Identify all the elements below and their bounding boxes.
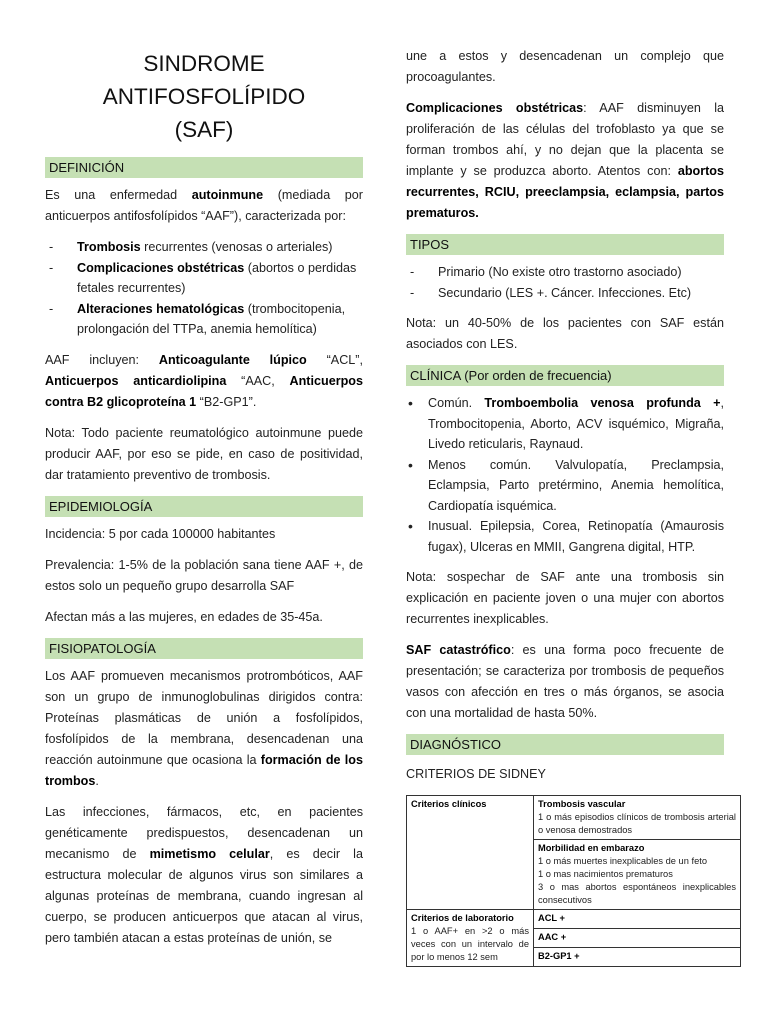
saf-catastrofico: SAF catastrófico: es una forma poco frecuente de presentación; se caracteriza por trombosis de pequeños vasos con afección en tres o más órganos, se asocia con una mortalidad de hasta 50%.: [406, 643, 725, 720]
list-item: • Común. Tromboembolia venosa profunda +, Trombocitopenia, Aborto, ACV isquémico, Migraña, Livedo reticularis, Raynaud.: [406, 393, 724, 455]
list-item: - Trombosis recurrentes (venosas o arteriales): [45, 237, 363, 258]
clinica-header: CLÍNICA (Por orden de frecuencia): [406, 365, 724, 386]
criterios-sidney: CRITERIOS DE SIDNEY: [406, 767, 546, 781]
table-cell: Criterios de laboratorio 1 o AAF+ en >2 o más veces con un intervalo de por lo menos 12 sem: [407, 910, 534, 967]
table-cell: Trombosis vascular 1 o más episodios clínicos de trombosis arterial o venosa demostrados: [534, 796, 741, 840]
fisiopatologia-header: FISIOPATOLOGÍA: [45, 638, 363, 659]
clinica-nota: Nota: sospechar de SAF ante una trombosis sin explicación en paciente joven o una mujer con abortos recurrentes inexplicables.: [406, 570, 724, 626]
afectan-text: Afectan más a las mujeres, en edades de 35-45a.: [45, 609, 323, 624]
table-row: [407, 910, 741, 929]
clinica-list: [406, 393, 724, 557]
tipos-list: [406, 262, 724, 303]
fisiopatologia-p2: Las infecciones, fármacos, etc, en pacientes genéticamente predispuestos, desencadenan un mecanismo de mimetismo celular, es decir la estructura molecular de algunos virus son similares a algunas proteínas de membrana, cuando ingresan al cuerpo, se producen anticuerpos que atacan al virus, pero también atacan a estas proteínas de unión, se: [45, 804, 363, 945]
list-item: • Inusual. Epilepsia, Corea, Retinopatía (Amaurosis fugax), Ulceras en MMII, Gangrena digital, HTP.: [406, 516, 724, 557]
list-item: • Menos común. Valvulopatía, Preclampsia, Eclampsia, Parto pretérmino, Anemia hemolítica, Cardiopatía isquémica.: [406, 455, 724, 517]
table-cell: Morbilidad en embarazo 1 o más muertes inexplicables de un feto 1 o mas nacimientos prematuros 3 o mas abortos espontáneos inexplicables consecutivos: [534, 840, 741, 910]
diagnostico-header: DIAGNÓSTICO: [406, 734, 724, 755]
fisiopatologia-cont: une a estos y desencadenan un complejo que procoagulantes.: [406, 49, 724, 84]
list-item: - Alteraciones hematológicas (trombocitopenia, prolongación del TTPa, anemia hemolítica): [45, 299, 363, 340]
incidencia-text: Incidencia: 5 por cada 100000 habitantes: [45, 526, 276, 541]
definicion-header: DEFINICIÓN: [45, 157, 363, 178]
document-title: [45, 47, 363, 146]
criteria-table: [406, 795, 741, 967]
list-item: - Secundario (LES +. Cáncer. Infecciones. Etc): [406, 283, 724, 304]
aaf-incluyen: AAF incluyen: Anticoagulante lúpico “ACL”, Anticuerpos anticardiolipina “AAC, Anticuerpos contra B2 glicoproteína 1 “B2-GP1”.: [45, 352, 363, 409]
tipos-nota: Nota: un 40-50% de los pacientes con SAF están asociados con LES.: [406, 316, 724, 351]
prevalencia-text: Prevalencia: 1-5% de la población sana tiene AAF +, de estos solo un pequeño grupo desarrolla SAF: [45, 557, 363, 593]
definicion-nota: Nota: Todo paciente reumatológico autoinmune puede producir AAF, por eso se pide, en caso de positividad, dar tratamiento preventivo de trombosis.: [45, 425, 363, 482]
list-item: - Primario (No existe otro trastorno asociado): [406, 262, 724, 283]
table-cell: AAC +: [534, 929, 741, 948]
right-column: [406, 0, 736, 967]
table-cell: B2-GP1 +: [534, 948, 741, 967]
table-cell: ACL +: [534, 910, 741, 929]
definicion-list: [45, 237, 363, 340]
definicion-intro: Es una enfermedad autoinmune (mediada por anticuerpos antifosfolípidos “AAF”), caracterizada por:: [45, 188, 363, 223]
title-line-1: SINDROME ANTIFOSFOLÍPIDO: [102, 51, 306, 109]
title-line-2: (SAF): [174, 117, 234, 142]
left-column: [45, 0, 363, 949]
epidemiologia-header: EPIDEMIOLOGÍA: [45, 496, 363, 517]
list-item: - Complicaciones obstétricas (abortos o perdidas fetales recurrentes): [45, 258, 363, 299]
complicaciones-obstetricas: Complicaciones obstétricas: AAF disminuyen la proliferación de las células del trofoblasto ya que se forman trombos ahí, y no dejan que la placenta se implante y se produzca aborto. Atentos con: abortos recurrentes, RCIU, preeclampsia, eclampsia, partos prematuros.: [406, 101, 725, 220]
tipos-header: TIPOS: [406, 234, 724, 255]
fisiopatologia-p1: Los AAF promueven mecanismos protrombóticos, AAF son un grupo de inmunoglobulinas dirigidos contra: Proteínas plasmáticas de unión a fosfolípidos, fosfolípidos de la membrana, desencadenan una reacción autoinmune que ocasiona la formación de los trombos.: [45, 668, 363, 788]
table-cell: Criterios clínicos: [407, 796, 534, 910]
table-row: [407, 796, 741, 840]
